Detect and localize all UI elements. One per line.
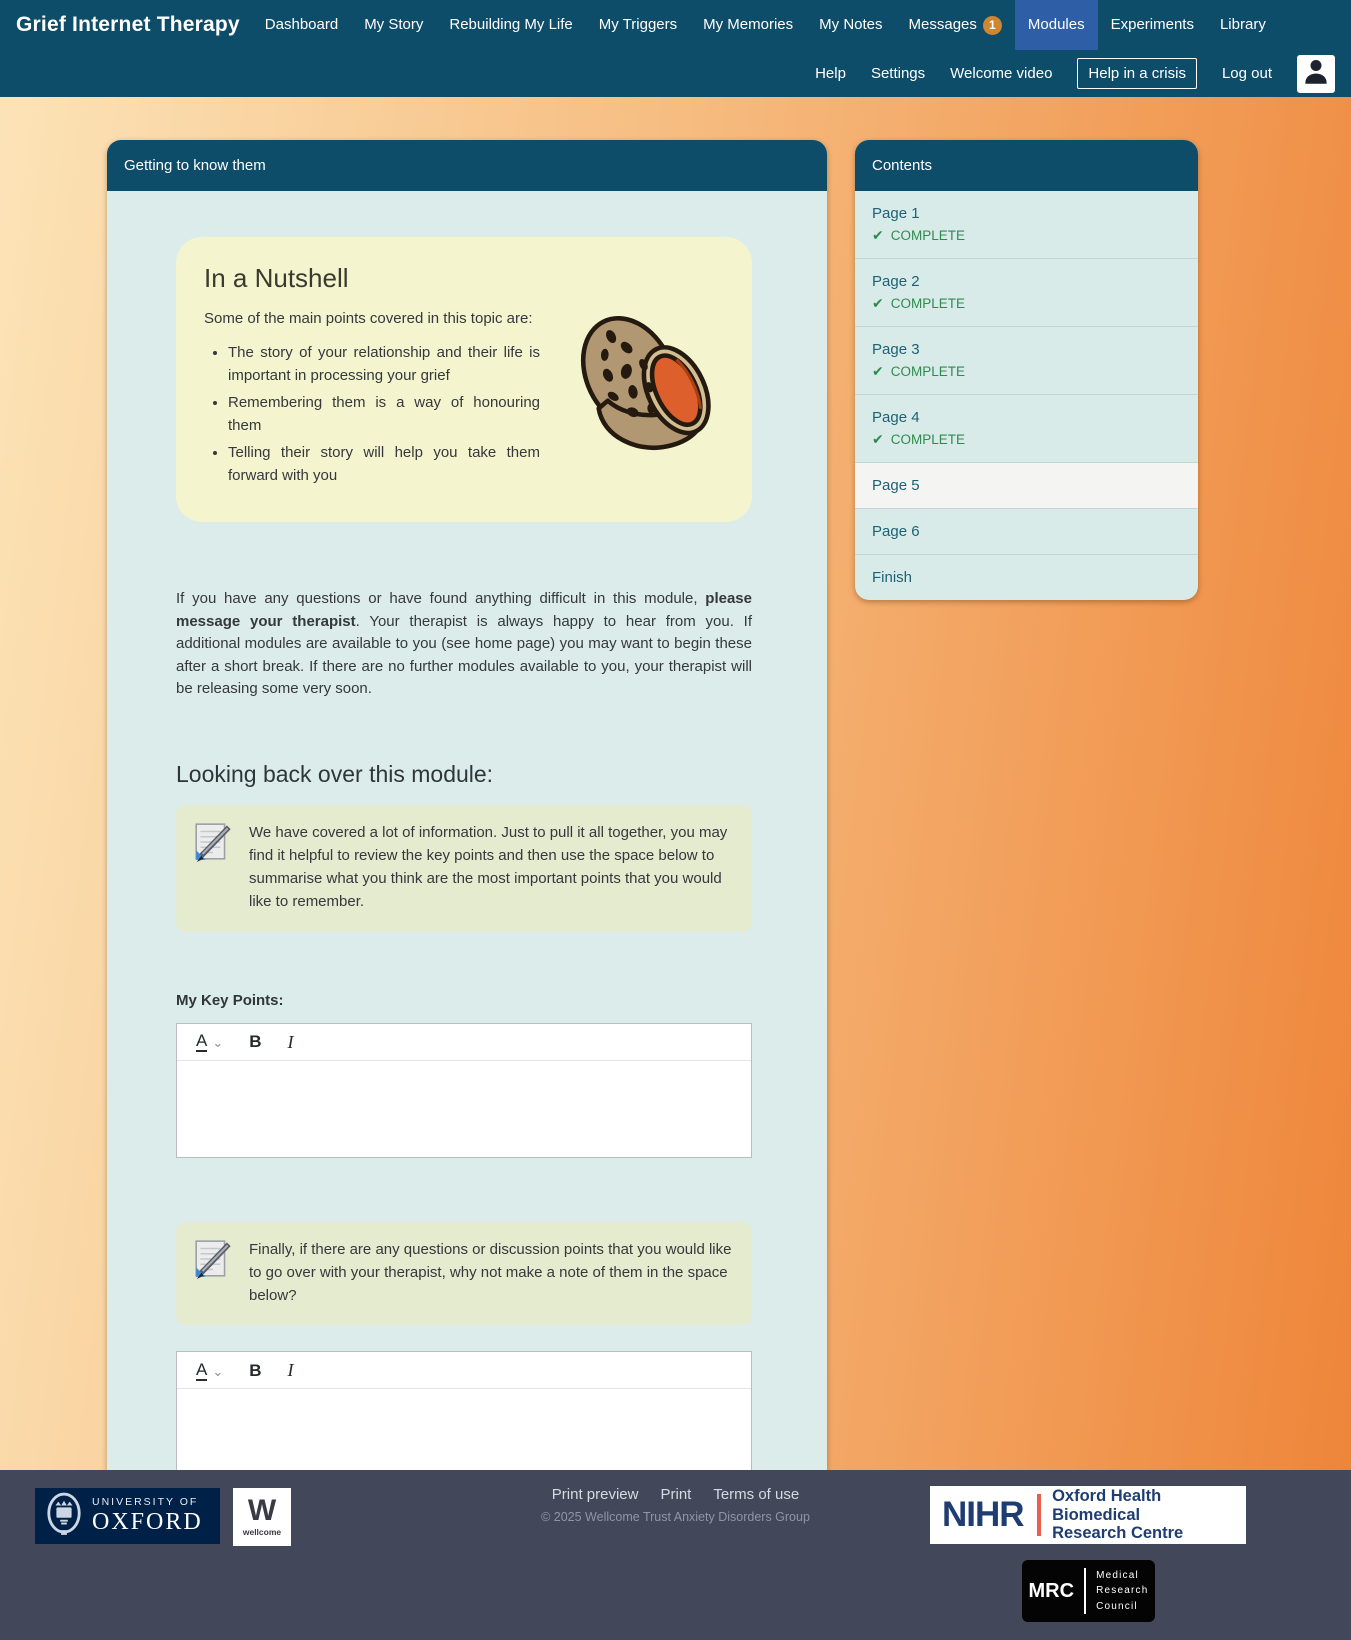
nav-item-my-story[interactable]: My Story — [364, 16, 424, 33]
nutshell-bullet: • Telling their story will help you take them forward with you — [228, 442, 540, 487]
user-avatar-icon — [1301, 56, 1331, 91]
messages-badge: 1 — [983, 16, 1002, 35]
nutshell-bullet: • Remembering them is a way of honouring them — [228, 392, 540, 437]
key-points-editor — [176, 1023, 752, 1158]
main-content — [0, 97, 1351, 1470]
status-badge: COMPLETE — [890, 228, 965, 243]
notepad-pencil-icon — [192, 821, 234, 914]
nav-item-welcome-video[interactable]: Welcome video — [950, 65, 1053, 82]
check-icon: ✔ — [872, 227, 884, 243]
nutshell-intro: Some of the main points covered in this topic are: — [204, 310, 533, 327]
toc-item-page-3[interactable]: Page 3 ✔ COMPLETE — [855, 327, 1198, 395]
site-footer — [0, 1470, 1351, 1640]
notepad-pencil-icon — [192, 1238, 234, 1308]
nihr-oxford-health-brc-logo: NIHR Oxford Health Biomedical Research Centre — [930, 1486, 1246, 1544]
review-heading: Looking back over this module: — [176, 760, 494, 787]
status-badge: COMPLETE — [890, 364, 965, 379]
nav-item-messages[interactable]: Messages 1 — [896, 0, 1015, 50]
key-points-label: My Key Points: — [176, 991, 284, 1009]
oxford-crest-icon — [45, 1492, 83, 1541]
nav-item-library[interactable]: Library — [1219, 16, 1266, 33]
oxford-line2: OXFORD — [92, 1509, 203, 1535]
bold-button[interactable]: B — [249, 1360, 262, 1380]
university-of-oxford-logo — [35, 1488, 220, 1544]
oxford-line1: UNIVERSITY OF — [92, 1496, 199, 1508]
help-in-a-crisis-button[interactable]: Help in a crisis — [1077, 58, 1197, 89]
editor-toolbar — [177, 1024, 751, 1061]
nav-item-log-out[interactable]: Log out — [1221, 65, 1272, 82]
nutshell-bullet: • The story of your relationship and their life is important in processing your grief — [228, 342, 540, 387]
toc-item-page-4[interactable]: Page 4 ✔ COMPLETE — [855, 395, 1198, 463]
nav-item-my-notes[interactable]: My Notes — [819, 16, 883, 33]
nutshell-illustration — [558, 263, 726, 492]
chevron-down-icon: ⌄ — [212, 1363, 224, 1379]
review-note-box — [176, 805, 752, 932]
copyright-text: © 2025 Wellcome Trust Anxiety Disorders Group — [541, 1510, 810, 1524]
contents-sidebar — [855, 140, 1198, 600]
check-icon: ✔ — [872, 363, 884, 379]
discussion-editor — [176, 1351, 752, 1486]
nav-item-my-triggers[interactable]: My Triggers — [598, 16, 678, 33]
mrc-logo: MRC Medical Research Council — [1022, 1560, 1155, 1622]
contents-header: Contents — [855, 140, 1198, 191]
nav-item-experiments[interactable]: Experiments — [1110, 16, 1194, 33]
status-badge: COMPLETE — [890, 296, 965, 311]
mrc-divider-bar — [1084, 1568, 1086, 1614]
wellcome-logo: W wellcome — [233, 1488, 291, 1546]
nihr-divider-bar — [1037, 1494, 1042, 1536]
user-avatar-button[interactable] — [1297, 55, 1335, 93]
bold-button[interactable]: B — [249, 1032, 262, 1051]
font-color-button[interactable] — [196, 1361, 223, 1381]
editor-toolbar — [177, 1352, 751, 1389]
italic-button[interactable]: I — [287, 1360, 294, 1381]
secondary-nav — [0, 50, 1351, 97]
terms-of-use-link[interactable]: Terms of use — [713, 1486, 800, 1503]
nav-item-my-memories[interactable]: My Memories — [703, 16, 794, 33]
nav-item-modules[interactable]: Modules — [1015, 0, 1098, 50]
italic-button[interactable]: I — [287, 1031, 294, 1052]
toc-item-page-5[interactable]: Page 5 — [855, 463, 1198, 509]
therapist-note-box — [176, 1222, 752, 1326]
nav-item-dashboard[interactable]: Dashboard — [264, 16, 339, 33]
app-title[interactable]: Grief Internet Therapy — [16, 13, 240, 36]
module-paragraph: If you have any questions or have found anything difficult in this module, please message your therapist. Your therapist is always happy to hear from you. If additional modules are available to you (see home page) you may want to begin these after a short break. If there are no further modules available to you, your therapist will be releasing some very soon. — [176, 590, 752, 697]
nav-item-help[interactable]: Help — [815, 65, 846, 82]
wellcome-w-icon: W — [247, 1494, 277, 1527]
review-note-text: We have covered a lot of information. Just to pull it all together, you may find it helpful to review the key points and then use the space below to summarise what you think are the most important points that you would like to remember. — [249, 823, 728, 911]
print-link[interactable]: Print — [660, 1486, 692, 1503]
module-card — [107, 140, 827, 1595]
primary-nav — [0, 0, 1351, 50]
font-color-icon: A — [196, 1359, 208, 1379]
toc-item-page-2[interactable]: Page 2 ✔ COMPLETE — [855, 259, 1198, 327]
nutshell-title: In a Nutshell — [204, 263, 349, 293]
module-card-body — [107, 191, 827, 1530]
check-icon: ✔ — [872, 295, 884, 311]
module-card-header: Getting to know them — [107, 140, 827, 191]
chevron-down-icon: ⌄ — [212, 1035, 224, 1050]
font-color-icon: A — [196, 1031, 208, 1050]
check-icon: ✔ — [872, 431, 884, 447]
toc-item-finish[interactable]: Finish — [872, 569, 913, 586]
nav-item-settings[interactable]: Settings — [870, 65, 926, 82]
top-navigation — [0, 0, 1351, 97]
in-a-nutshell-box — [176, 237, 752, 522]
nutshell-bullet-list — [228, 342, 540, 487]
status-badge: COMPLETE — [890, 432, 965, 447]
key-points-input[interactable] — [177, 1061, 751, 1157]
font-color-button[interactable] — [196, 1032, 223, 1052]
toc-item-page-1[interactable]: Page 1 ✔ COMPLETE — [855, 191, 1198, 259]
print-preview-link[interactable]: Print preview — [551, 1486, 639, 1503]
nav-item-rebuilding-my-life[interactable]: Rebuilding My Life — [449, 16, 573, 33]
toc-item-page-6[interactable]: Page 6 — [855, 509, 1198, 555]
footer-links — [541, 1486, 810, 1503]
therapist-note-text: Finally, if there are any questions or discussion points that you would like to go over with your therapist, why not make a note of them in the space below? — [249, 1240, 732, 1304]
